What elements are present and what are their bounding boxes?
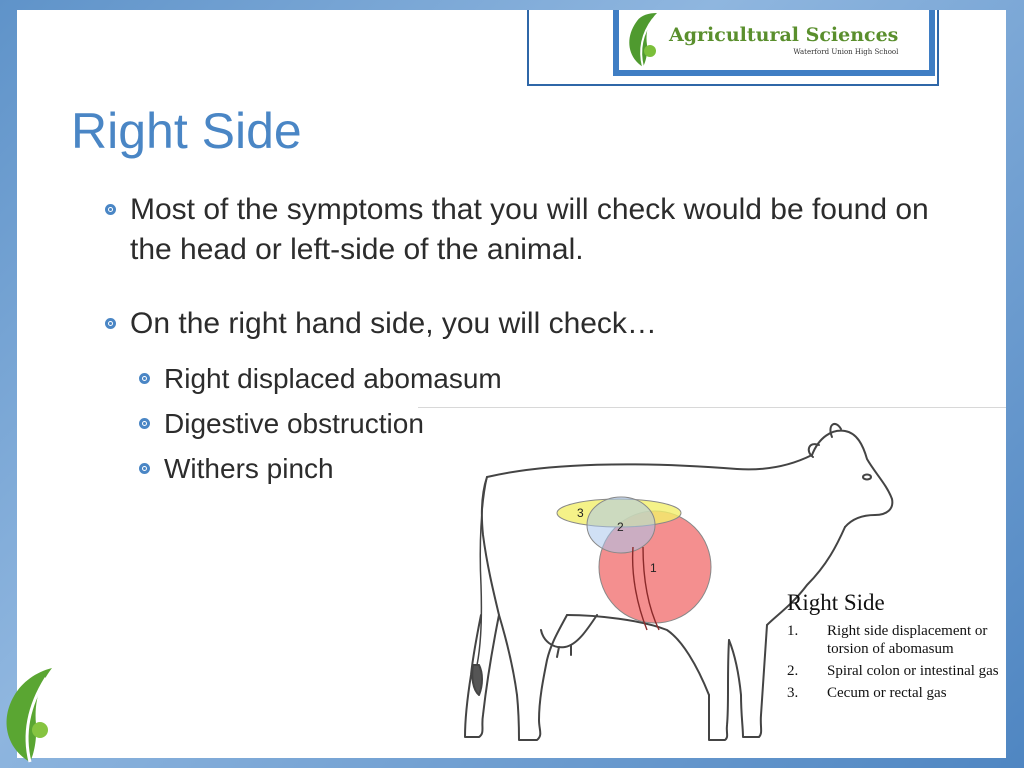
- legend-item: [787, 622, 1006, 658]
- diagram-legend: [787, 590, 1006, 706]
- logo-subtitle: Waterford Union High School: [793, 48, 899, 56]
- header-logo-frame: [527, 10, 939, 86]
- legend-number: 2.: [787, 663, 799, 679]
- bullet-text: On the right hand side, you will check…: [130, 307, 657, 340]
- bullet-icon: [139, 418, 150, 429]
- leaf-logo-icon: [623, 11, 663, 69]
- corner-leaf-icon: [0, 664, 62, 764]
- legend-title: Right Side: [787, 590, 885, 615]
- bullet-icon: [105, 318, 116, 329]
- slide: [17, 10, 1006, 758]
- bullet-item: [105, 304, 965, 344]
- zone-label-1: 1: [650, 561, 657, 575]
- slide-title: Right Side: [71, 103, 302, 159]
- zone-label-3: 3: [577, 506, 584, 520]
- sub-bullet-item: [139, 356, 965, 401]
- sub-bullet-text: Withers pinch: [164, 453, 334, 484]
- legend-item: [787, 662, 1006, 680]
- bullet-item: [105, 190, 965, 270]
- legend-text: Right side displacement or torsion of abomasum: [827, 623, 988, 657]
- bullet-text: Most of the symptoms that you will check would be found on the head or left-side of the animal.: [130, 193, 929, 266]
- zone-label-2: 2: [617, 520, 624, 534]
- legend-item: [787, 684, 1006, 702]
- legend-number: 3.: [787, 685, 799, 701]
- legend-number: 1.: [787, 623, 799, 639]
- sub-bullet-text: Right displaced abomasum: [164, 363, 502, 394]
- cow-diagram: [447, 415, 917, 758]
- divider-line: [418, 407, 1006, 408]
- bullet-icon: [139, 373, 150, 384]
- bullet-icon: [105, 204, 116, 215]
- legend-text: Cecum or rectal gas: [827, 685, 947, 701]
- header-logo: [613, 10, 935, 76]
- sub-bullet-text: Digestive obstruction: [164, 408, 424, 439]
- logo-title: Agricultural Sciences: [669, 24, 899, 46]
- bullet-icon: [139, 463, 150, 474]
- legend-text: Spiral colon or intestinal gas: [827, 663, 999, 679]
